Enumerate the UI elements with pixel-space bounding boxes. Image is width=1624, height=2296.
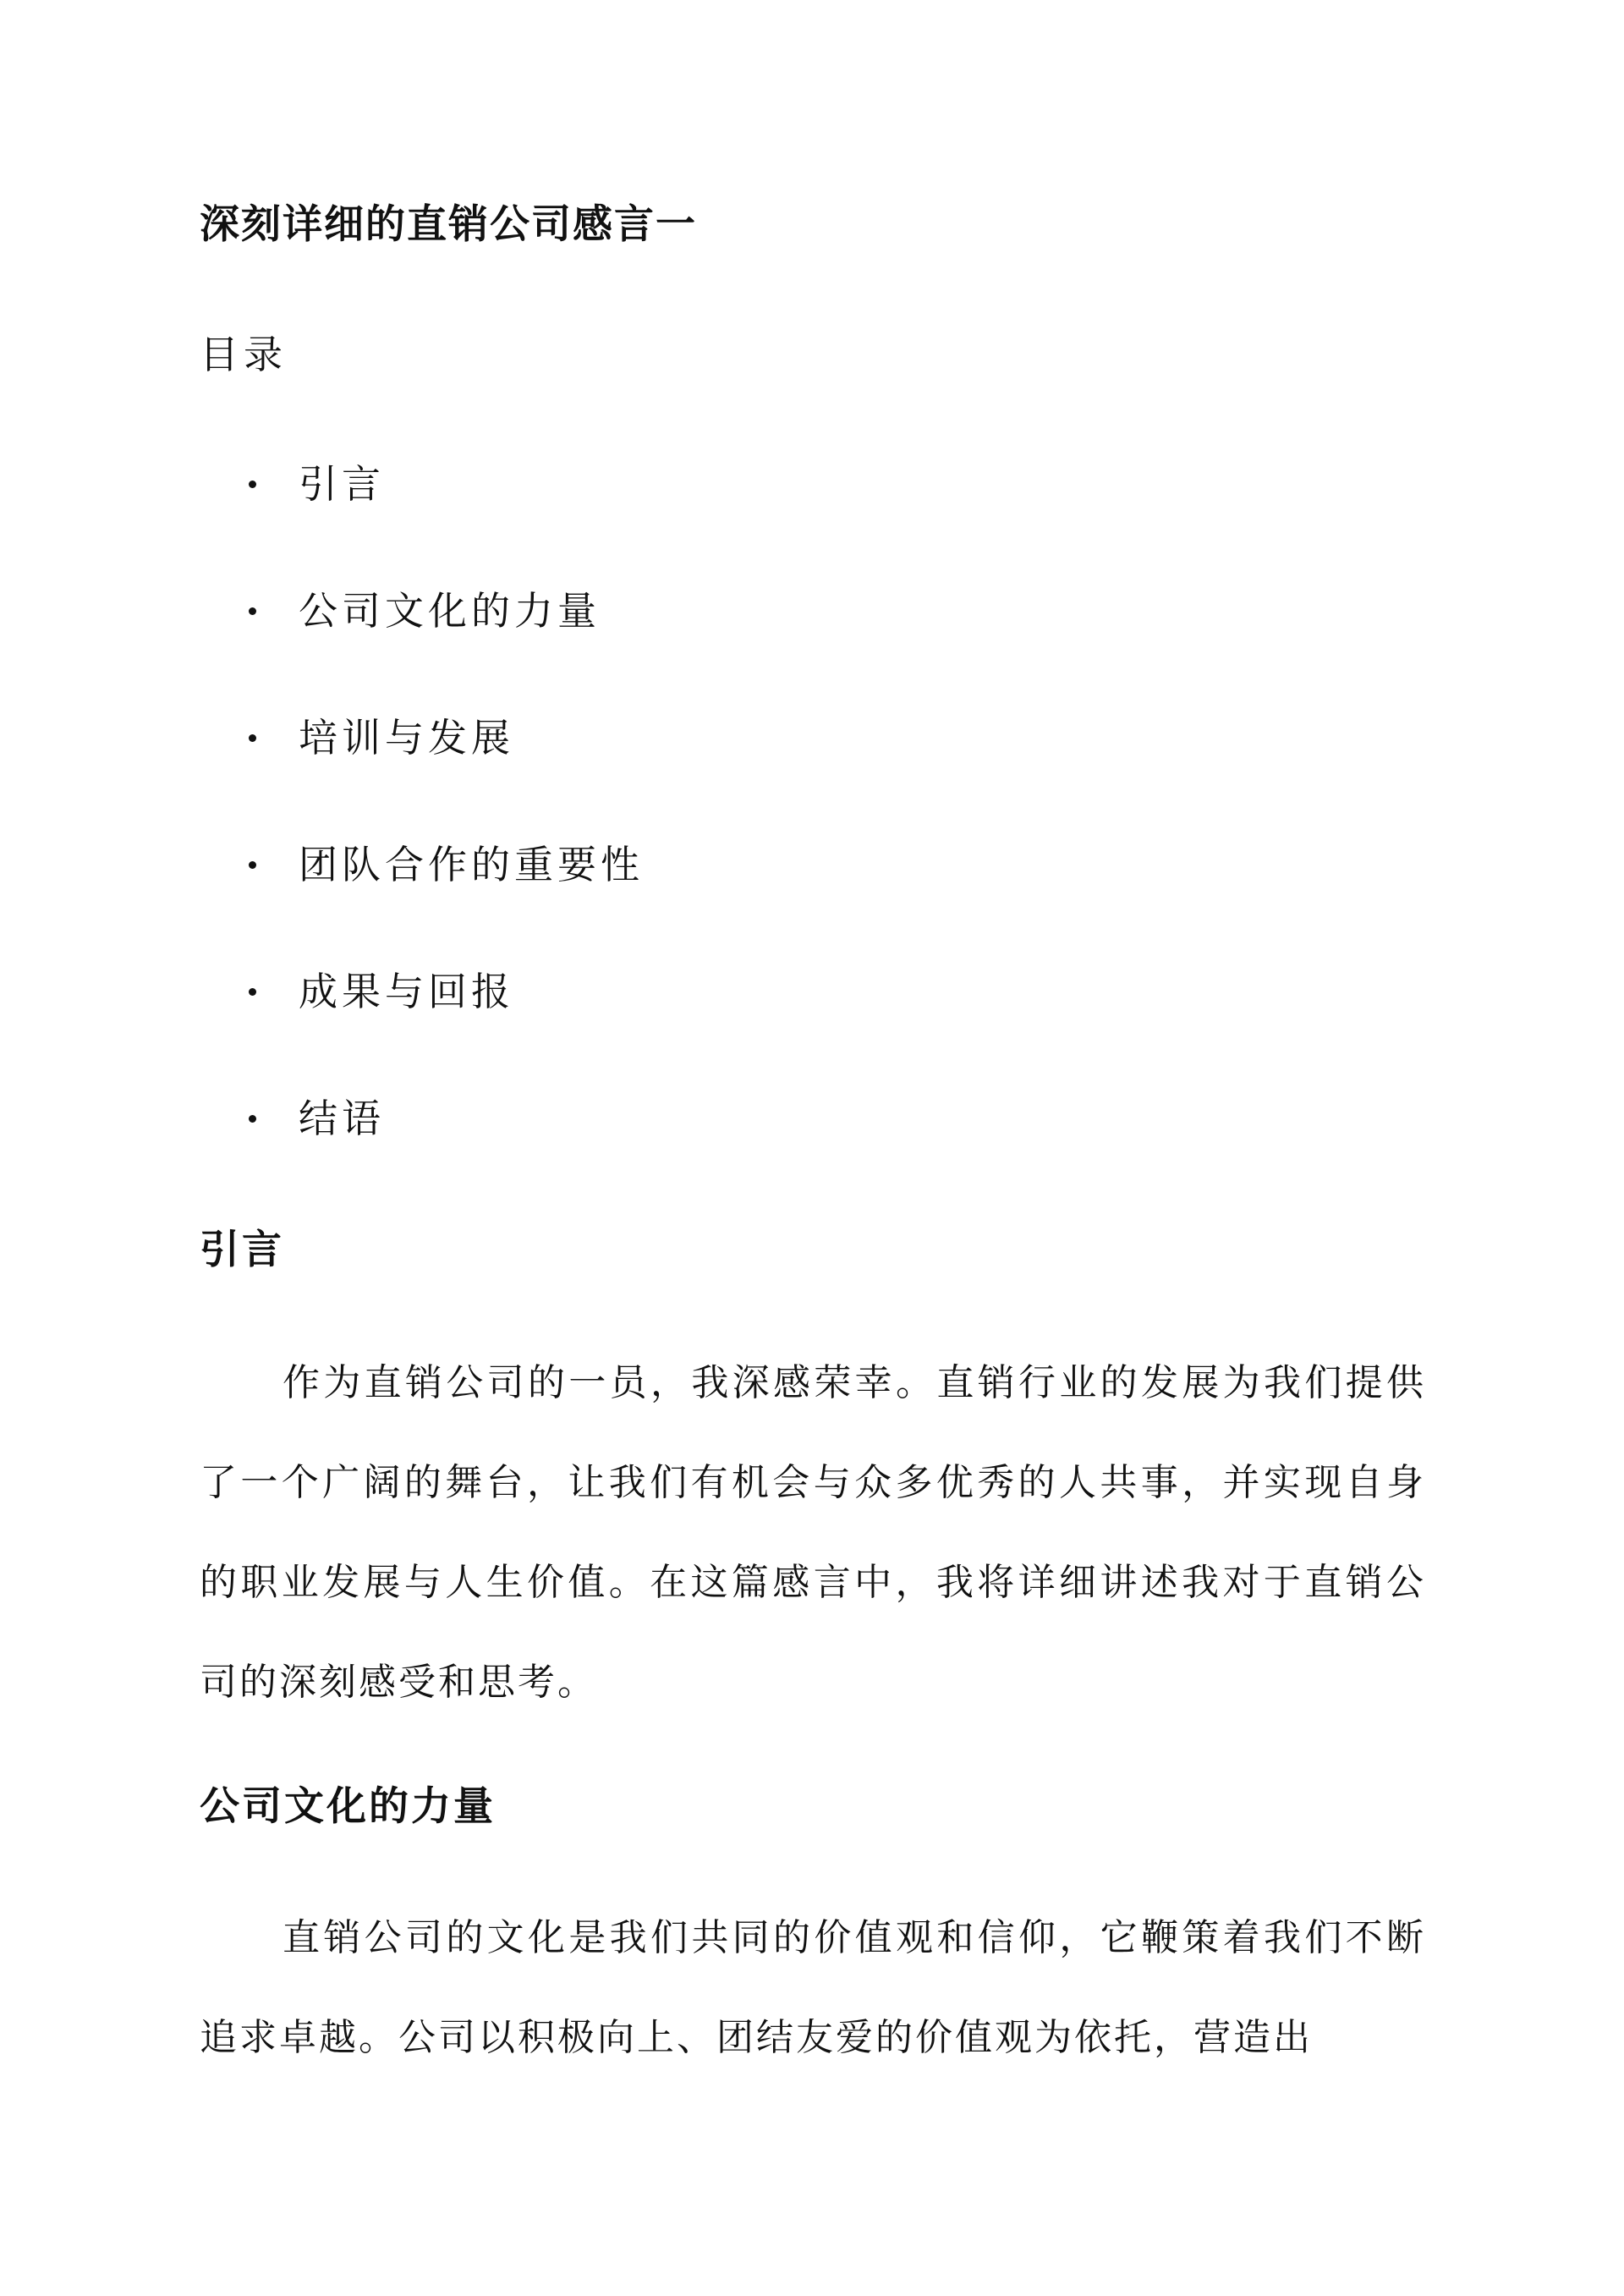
toc-item-label: 成果与回报	[299, 969, 514, 1014]
bullet-icon	[249, 481, 256, 488]
toc-item-label: 培训与发展	[299, 715, 514, 761]
toc-item-company-culture[interactable]	[200, 577, 644, 704]
section-paragraph-company-culture: 直销公司的文化是我们共同的价值观和信仰，它鞭策着我们不断追求卓越。公司以积极向上、团结友爱的价值观为依托，营造出	[200, 1916, 1426, 2059]
bullet-icon	[249, 734, 256, 742]
toc-heading: 目录	[200, 332, 288, 377]
section-heading-intro: 引言	[200, 1227, 284, 1273]
toc-item-intro[interactable]	[200, 450, 644, 577]
toc-item-conclusion[interactable]	[200, 1085, 644, 1211]
toc-item-label: 引言	[299, 461, 385, 507]
toc-item-label: 结语	[299, 1096, 385, 1141]
toc-item-results[interactable]	[200, 958, 644, 1085]
bullet-icon	[249, 1115, 256, 1123]
toc-item-teamwork[interactable]	[200, 831, 644, 958]
section-paragraph-intro: 作为直销公司的一员，我深感荣幸。直销行业的发展为我们提供了一个广阔的舞台，让我们有机会与众多优秀的人共事，并实现自身的职业发展与人生价值。在这篇感言中，我将详细讲述我对于直销公司的深刻感受和思考。	[200, 1361, 1426, 1704]
table-of-contents	[200, 450, 644, 1211]
bullet-icon	[249, 861, 256, 869]
bullet-icon	[249, 607, 256, 615]
section-heading-company-culture: 公司文化的力量	[200, 1783, 496, 1830]
toc-item-label: 团队合作的重要性	[299, 842, 644, 887]
toc-item-label: 公司文化的力量	[299, 588, 601, 634]
bullet-icon	[249, 988, 256, 996]
document-title: 深刻详细的直销公司感言一	[200, 201, 697, 248]
toc-item-training[interactable]	[200, 704, 644, 831]
